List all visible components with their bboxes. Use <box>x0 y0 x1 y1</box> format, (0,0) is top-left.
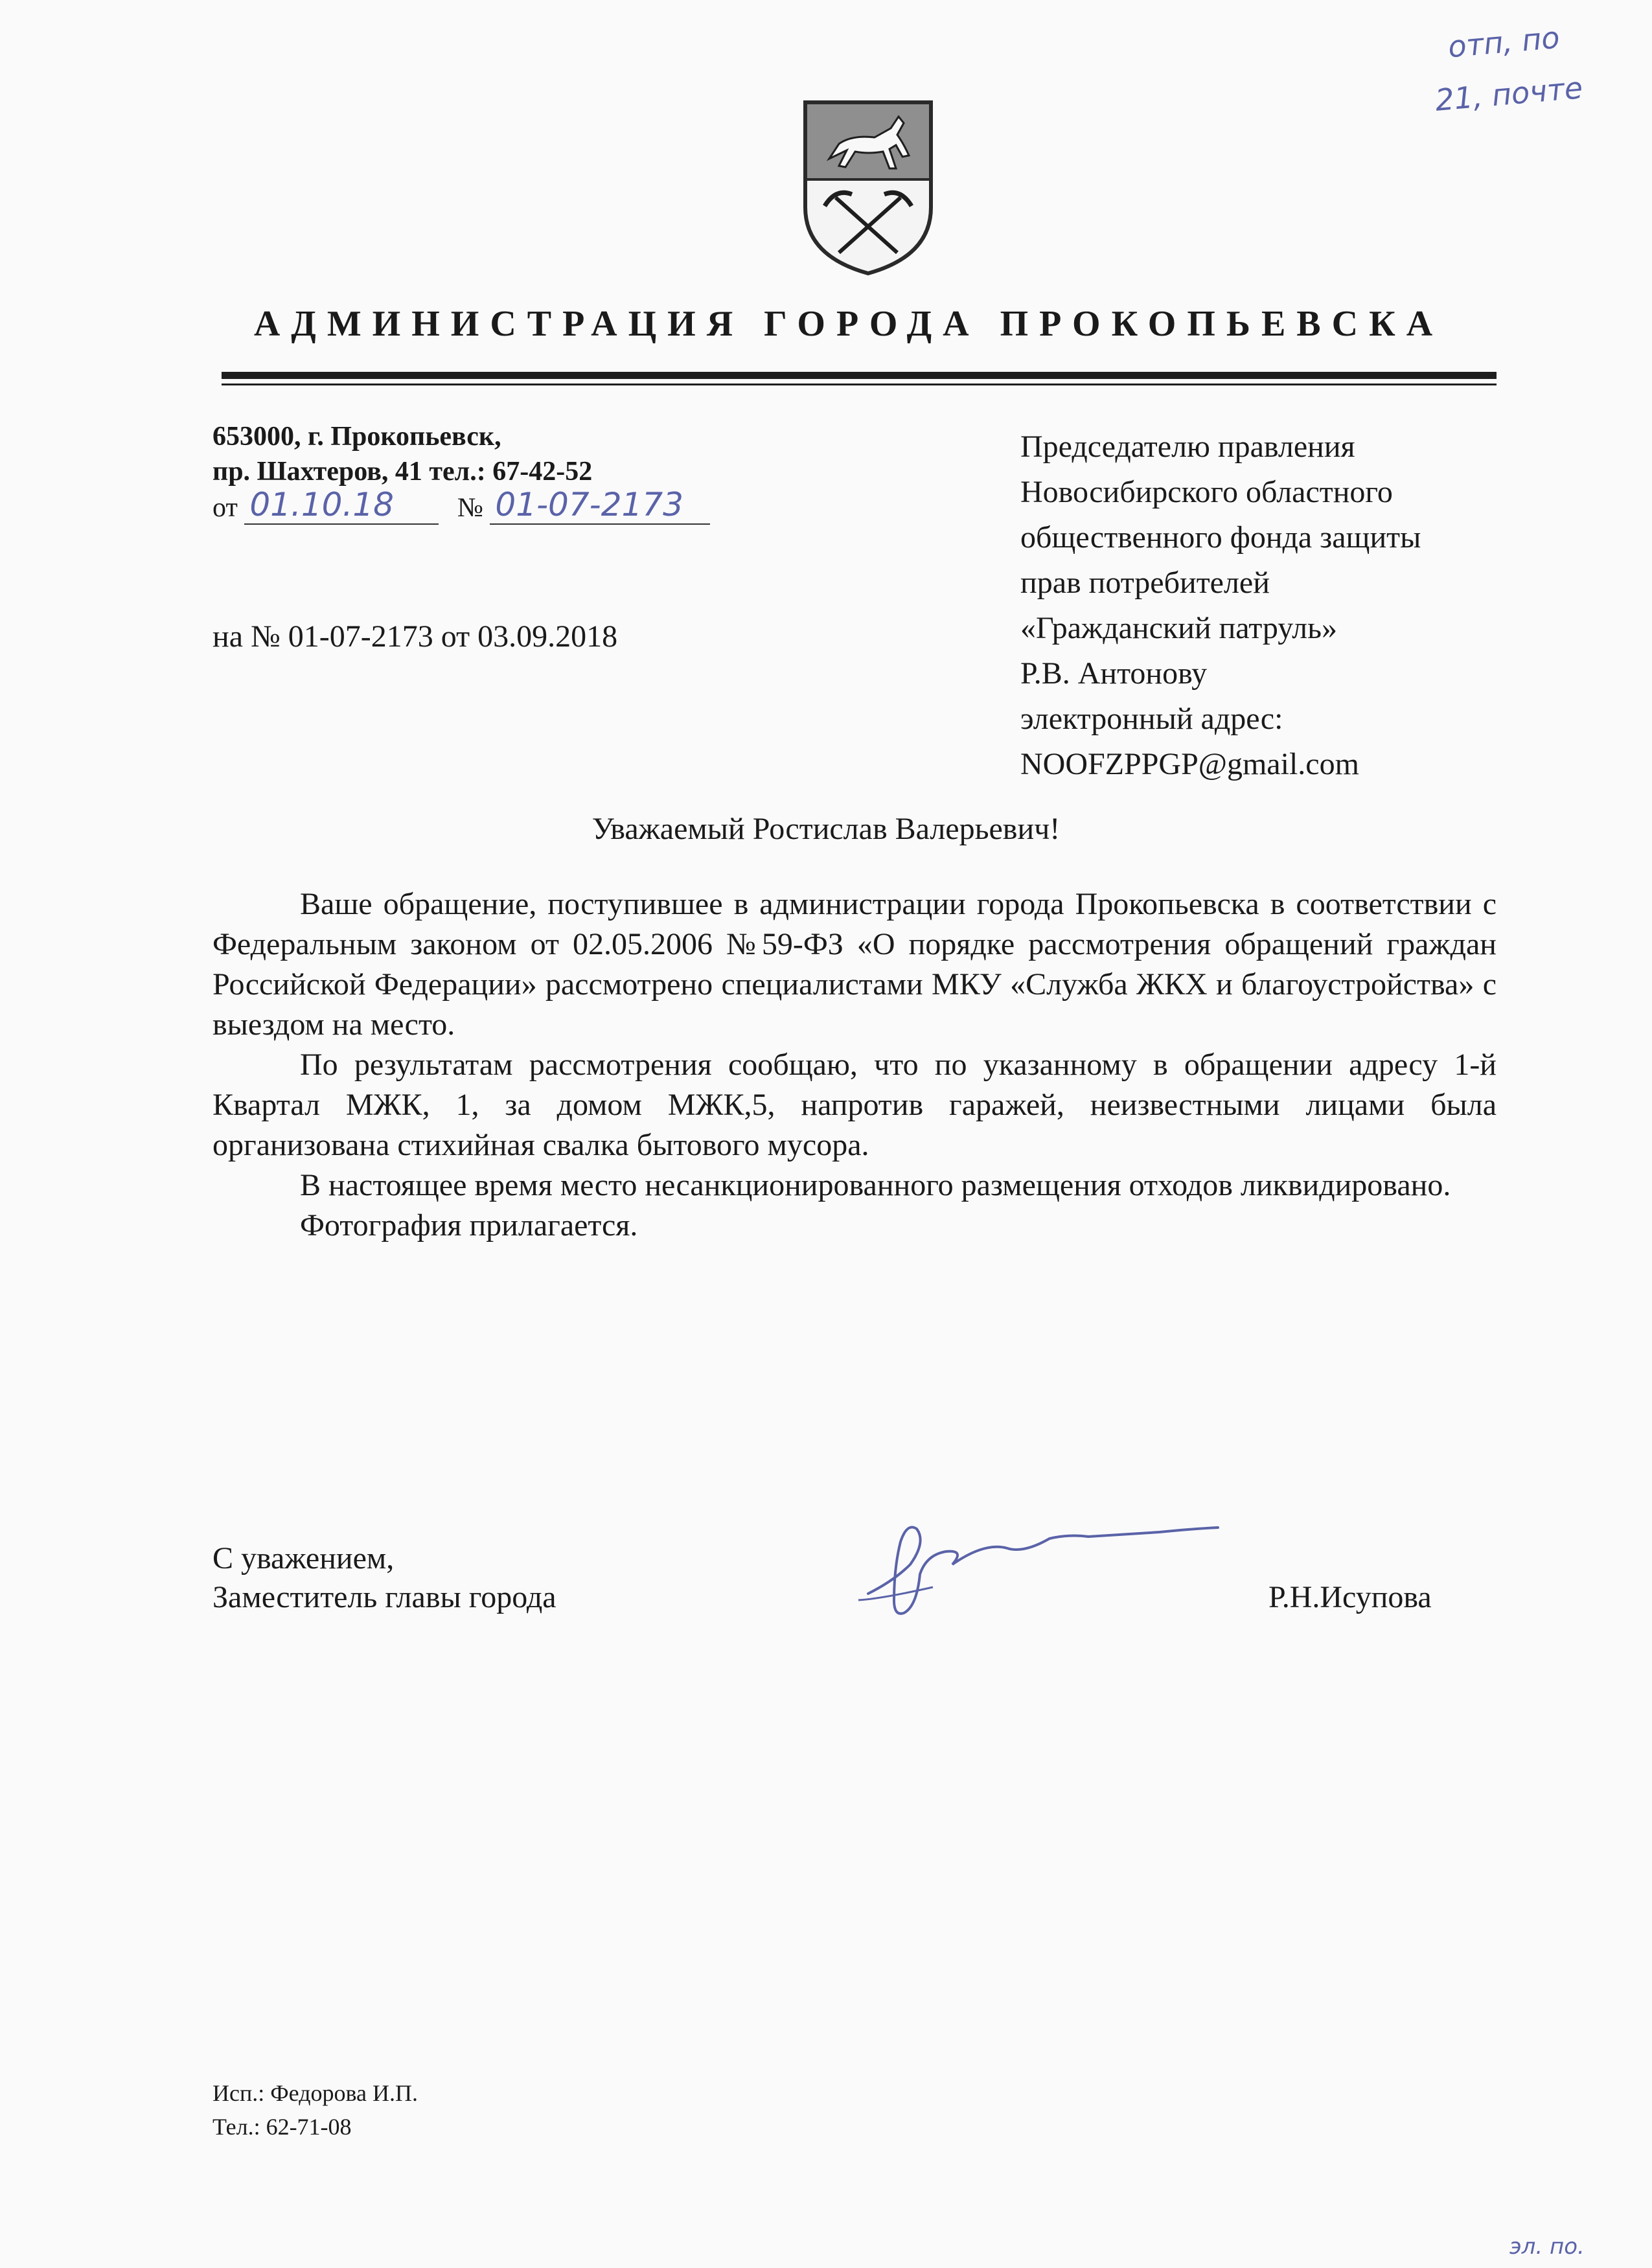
recipient-line: общественного фонда защиты <box>1020 520 1421 555</box>
sender-address-line1: 653000, г. Прокопьевск, <box>212 422 501 452</box>
date-label: от <box>212 493 238 523</box>
header-divider-thick <box>222 372 1497 379</box>
letter-body <box>212 884 1497 1246</box>
date-field <box>244 486 439 525</box>
executor-name: Исп.: Федорова И.П. <box>212 2080 419 2106</box>
number-label: № <box>457 493 483 523</box>
recipient-line: «Гражданский патруль» <box>1020 611 1338 645</box>
signer-name: Р.Н.Исупова <box>1268 1580 1432 1614</box>
handwritten-signature <box>855 1503 1257 1632</box>
salutation: Уважаемый Ростислав Валерьевич! <box>591 812 1061 846</box>
header-divider-thin <box>222 384 1497 385</box>
recipient-block <box>1020 424 1421 787</box>
closing-greeting: С уважением, <box>212 1541 395 1575</box>
recipient-line: прав потребителей <box>1020 566 1270 600</box>
number-field <box>490 486 710 525</box>
recipient-line: Р.В. Антонову <box>1020 656 1208 691</box>
body-paragraph: В настоящее время место несанкционированного размещения отходов ликвидировано. <box>300 1168 1451 1202</box>
handwritten-note-top-right-line2: 21, почте <box>1434 70 1585 118</box>
outgoing-reference <box>212 486 710 525</box>
recipient-line: Новосибирского областного <box>1020 475 1393 509</box>
city-coat-of-arms-icon <box>800 97 936 279</box>
body-paragraph: По результатам рассмотрения сообщаю, что по указанному в обращении адресу 1-й Квартал МЖК, 1, за домом МЖК,5, напротив гаражей, неизвестными лицами была организована стихийная свалка бытового мусора. <box>212 1048 1497 1162</box>
reply-reference: на № 01-07-2173 от 03.09.2018 <box>212 619 618 654</box>
executor-phone: Тел.: 62-71-08 <box>212 2114 352 2140</box>
recipient-line: Председателю правления <box>1020 430 1355 464</box>
organization-title: АДМИНИСТРАЦИЯ ГОРОДА ПРОКОПЬЕВСКА <box>253 304 1444 344</box>
recipient-line: электронный адрес: <box>1020 702 1283 736</box>
number-value: 01-07-2173 <box>495 486 683 523</box>
body-paragraph: Ваше обращение, поступившее в администрации города Прокопьевска в соответствии с Федеральным законом от 02.05.2006 №59-ФЗ «О порядке рассмотрения обращений граждан Российской Федерации» рассмотрено специалистами МКУ «Служба ЖКХ и благоустройства» с выездом на место. <box>212 887 1497 1042</box>
handwritten-note-bottom-right: эл. по. <box>1509 2234 1585 2260</box>
handwritten-note-top-right: отп, по <box>1446 19 1561 65</box>
signer-position: Заместитель главы города <box>212 1580 556 1614</box>
recipient-email: NOOFZPPGP@gmail.com <box>1020 747 1359 781</box>
date-value: 01.10.18 <box>249 486 394 523</box>
body-paragraph: Фотография прилагается. <box>300 1208 638 1243</box>
sender-address-line2: пр. Шахтеров, 41 тел.: 67-42-52 <box>212 457 593 487</box>
